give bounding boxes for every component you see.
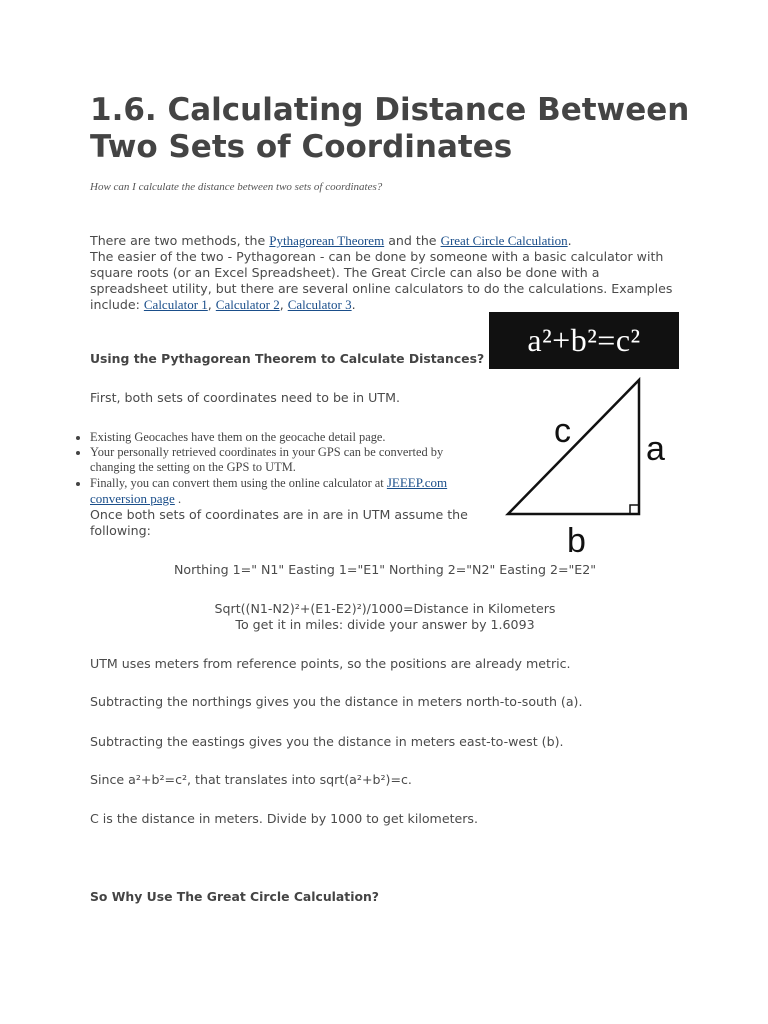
intro-text-4: The easier of the two - Pythagorean - can be done by someone with a basic calculator with square roots (or an Excel Spreadsheet). The Great Circle can also be done with a spreadsheet utility, but there are several online calculators to do the calculations. Examples include:: [90, 249, 673, 312]
intro-text-3: .: [567, 233, 572, 248]
northing-easting-line: Northing 1=" N1" Easting 1="E1" Northing 2="N2" Easting 2="E2": [173, 562, 597, 577]
list-item: • Your personally retrieved coordinates in your GPS can be converted by changing the setting on the GPS to UTM.: [90, 445, 490, 475]
page-title: 1.6. Calculating Distance Between Two Sets of Coordinates: [90, 92, 690, 165]
intro-text-2: and the: [384, 233, 441, 248]
paragraph-kilometers: C is the distance in meters. Divide by 1000 to get kilometers.: [90, 811, 478, 826]
bullet3-end: .: [174, 492, 182, 506]
triangle-label-c: c: [554, 412, 571, 450]
triangle-label-b: b: [567, 522, 586, 560]
right-triangle-diagram: [500, 374, 680, 560]
great-circle-link[interactable]: Great Circle Calculation: [440, 233, 568, 248]
pythagorean-theorem-link[interactable]: Pythagorean Theorem: [269, 233, 385, 248]
page-subtitle: How can I calculate the distance between two sets of coordinates?: [90, 181, 383, 193]
list-item: • Existing Geocaches have them on the geocache detail page.: [90, 430, 490, 445]
once-text: Once both sets of coordinates are in are in UTM assume the following:: [90, 507, 468, 538]
calculator-3-link[interactable]: Calculator 3: [287, 297, 352, 312]
calculator-2-link[interactable]: Calculator 2: [215, 297, 280, 312]
utm-intro-text: First, both sets of coordinates need to be in UTM.: [90, 390, 400, 405]
paragraph-utm-metric: UTM uses meters from reference points, so the positions are already metric.: [90, 656, 571, 671]
section-heading-great-circle: So Why Use The Great Circle Calculation?: [90, 889, 379, 904]
triangle-shape: [508, 380, 639, 514]
intro-sep-2: ,: [279, 297, 288, 312]
distance-formula-line: Sqrt((N1-N2)²+(E1-E2)²)/1000=Distance in Kilometers: [214, 601, 556, 616]
intro-end: .: [351, 297, 356, 312]
intro-text-1: There are two methods, the: [90, 233, 270, 248]
intro-sep-1: ,: [207, 297, 216, 312]
bullet-list: [66, 430, 490, 507]
intro-paragraph: [90, 233, 680, 313]
formula-image: [489, 312, 679, 369]
triangle-label-a: a: [646, 430, 665, 468]
list-item: [90, 475, 490, 507]
bullet3-text: Finally, you can convert them using the online calculator at: [90, 476, 387, 490]
paragraph-eastings: Subtracting the eastings gives you the distance in meters east-to-west (b).: [90, 734, 564, 749]
formula-image-text: a²+b²=c²: [527, 322, 641, 358]
jeeep-conversion-link[interactable]: JEEEP.com conversion page: [90, 475, 448, 506]
right-angle-marker: [630, 505, 639, 514]
paragraph-northings: Subtracting the northings gives you the distance in meters north-to-south (a).: [90, 694, 583, 709]
calculator-1-link[interactable]: Calculator 1: [143, 297, 208, 312]
section-heading-pythagorean: Using the Pythagorean Theorem to Calculate Distances?: [90, 351, 485, 366]
miles-conversion-line: To get it in miles: divide your answer by 1.6093: [235, 617, 535, 632]
paragraph-since: Since a²+b²=c², that translates into sqrt(a²+b²)=c.: [90, 772, 412, 787]
